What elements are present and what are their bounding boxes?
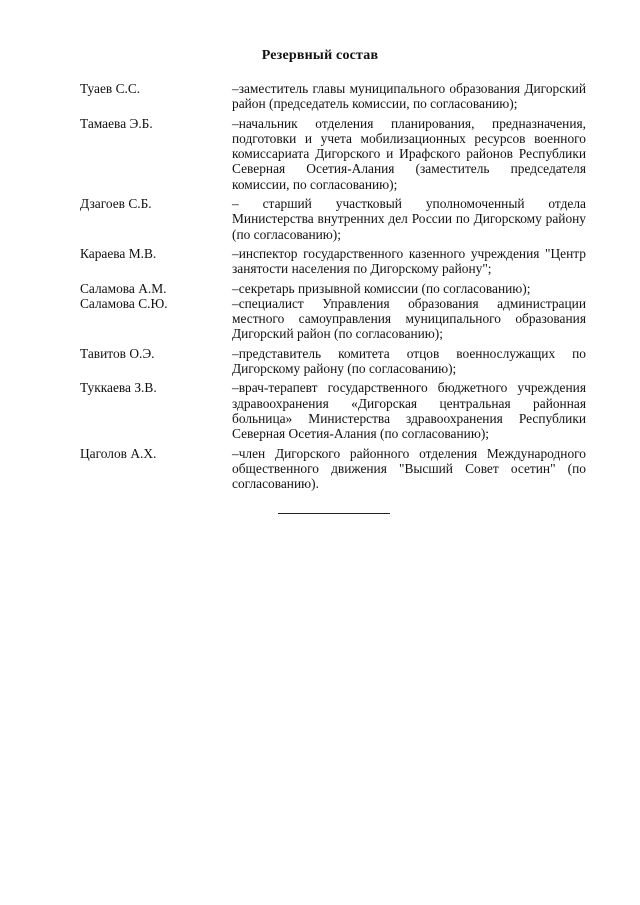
member-name: Тавитов О.Э. [80, 345, 155, 361]
member-name: Туккаева З.В. [80, 380, 157, 396]
member-name: Тамаева Э.Б. [80, 115, 153, 131]
member-row [80, 446, 586, 492]
member-list [80, 81, 586, 491]
member-name: Саламова А.М. [80, 280, 167, 296]
member-name: Туаев С.С. [80, 81, 141, 96]
member-role: –врач-терапевт государственного бюджетного учреждения здравоохранения «Дигорская центральная районная больница» Министерства здравоохранения Республики Северная Осетия-Алания (по согласованию); [232, 380, 586, 442]
member-role: –представитель комитета отцов военнослужащих по Дигорскому району (по согласованию); [232, 345, 586, 377]
member-role: –секретарь призывной комиссии (по согласованию); [232, 280, 531, 296]
member-name: Дзагоев С.Б. [80, 196, 152, 212]
member-role: – старший участковый уполномоченный отдела Министерства внутренних дел России по Дигорскому району (по согласованию); [232, 196, 586, 242]
page-title: Резервный состав [261, 48, 379, 63]
member-role: –заместитель главы муниципального образования Дигорский район (председатель комиссии, по согласованию); [232, 81, 586, 112]
member-row [80, 296, 586, 342]
member-row [80, 116, 586, 192]
member-role: –член Дигорского районного отделения Международного общественного движения "Высший Совет осетин" (по согласованию). [232, 445, 586, 492]
member-row [80, 246, 586, 277]
member-row [80, 346, 586, 377]
member-row [80, 380, 586, 441]
member-name: Цаголов А.Х. [80, 445, 157, 461]
member-row [80, 281, 586, 296]
member-name: Саламова С.Ю. [80, 295, 168, 311]
member-role: –специалист Управления образования администрации местного самоуправления муниципального образования Дигорский район (по согласованию); [232, 295, 586, 342]
end-rule [278, 513, 390, 514]
member-role: –инспектор государственного казенного учреждения "Центр занятости населения по Дигорскому району"; [232, 245, 586, 277]
member-name: Караева М.В. [80, 245, 157, 261]
member-role: –начальник отделения планирования, предназначения, подготовки и учета мобилизационных ресурсов военного комиссариата Дигорского и Ирафского районов Республики Северная Осетия-Алания (заместитель председателя комиссии, по согласованию); [232, 115, 586, 192]
member-row [80, 81, 586, 112]
member-row [80, 196, 586, 242]
